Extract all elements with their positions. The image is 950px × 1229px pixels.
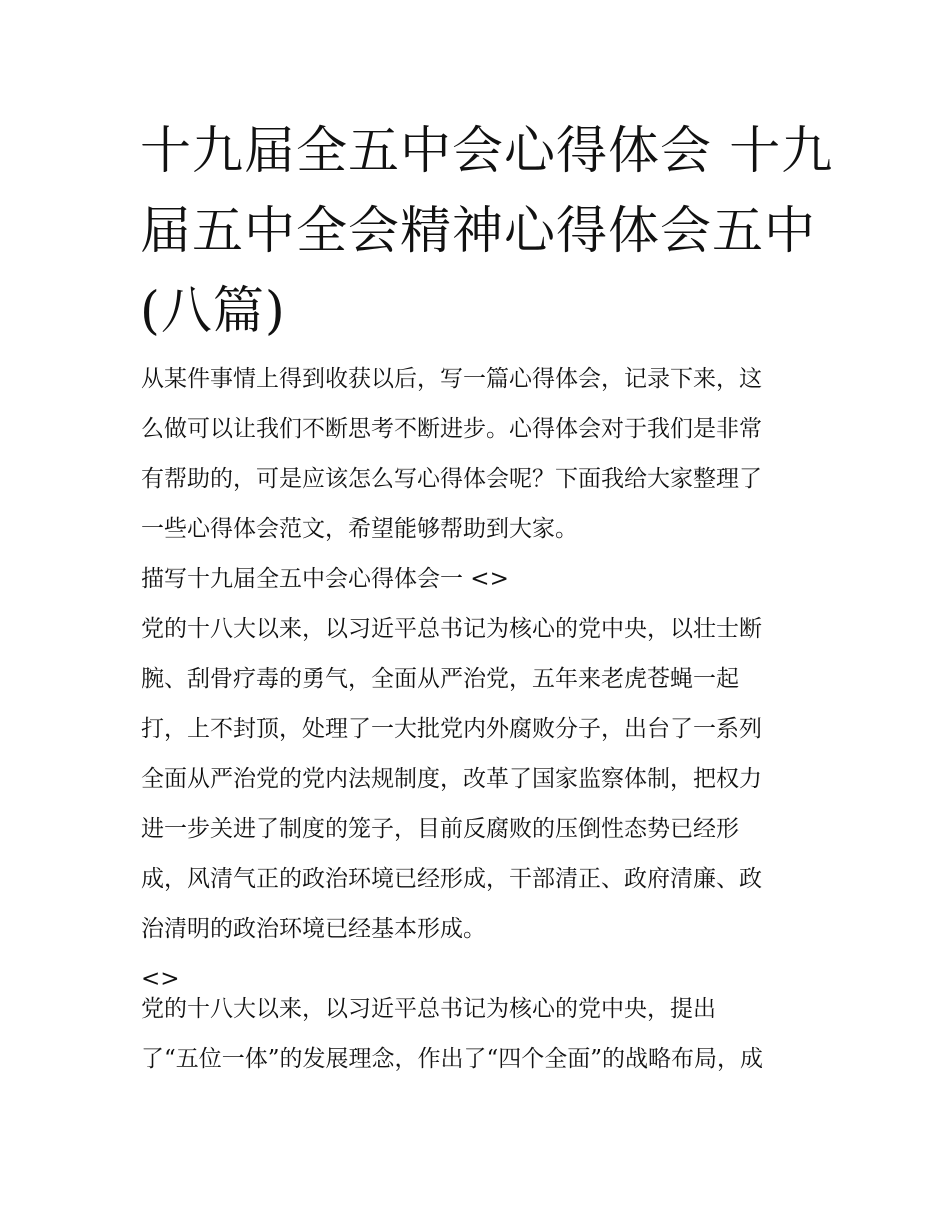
paragraph-line: 成，风清气正的政治环境已经形成，干部清正、政府清廉、政 xyxy=(141,866,762,892)
intro-line: 有帮助的，可是应该怎么写心得体会呢？下面我给大家整理了 xyxy=(141,466,762,492)
title-line: 十九届全五中会心得体会 十九 xyxy=(140,122,834,181)
paragraph-line: 全面从严治党的党内法规制度，改革了国家监察体制，把权力 xyxy=(141,766,762,792)
paragraph-line: 进一步关进了制度的笼子，目前反腐败的压倒性态势已经形 xyxy=(141,816,739,842)
title-line: (八篇) xyxy=(140,282,286,341)
paragraph-line: 党的十八大以来，以习近平总书记为核心的党中央，以壮士断 xyxy=(141,616,762,642)
document-body xyxy=(141,354,831,1084)
intro-line: 么做可以让我们不断思考不断进步。心得体会对于我们是非常 xyxy=(141,416,762,442)
paragraph-line: 腕、刮骨疗毒的勇气，全面从严治党，五年来老虎苍蝇一起 xyxy=(141,666,739,692)
separator-marker: <> xyxy=(141,966,180,992)
paragraph-line: 党的十八大以来，以习近平总书记为核心的党中央，提出 xyxy=(141,996,716,1022)
intro-line: 一些心得体会范文，希望能够帮助到大家。 xyxy=(141,516,578,542)
title-line: 届五中全会精神心得体会五中 xyxy=(140,202,817,261)
section-heading: 描写十九届全五中会心得体会一 <> xyxy=(141,566,509,592)
paragraph-line: 打，上不封顶，处理了一大批党内外腐败分子，出台了一系列 xyxy=(141,716,762,742)
paragraph-line: 了“五位一体”的发展理念，作出了“四个全面”的战略布局，成 xyxy=(141,1046,764,1072)
document-title xyxy=(140,112,833,352)
paragraph-line: 治清明的政治环境已经基本形成。 xyxy=(141,916,486,942)
intro-line: 从某件事情上得到收获以后，写一篇心得体会，记录下来，这 xyxy=(141,366,762,392)
